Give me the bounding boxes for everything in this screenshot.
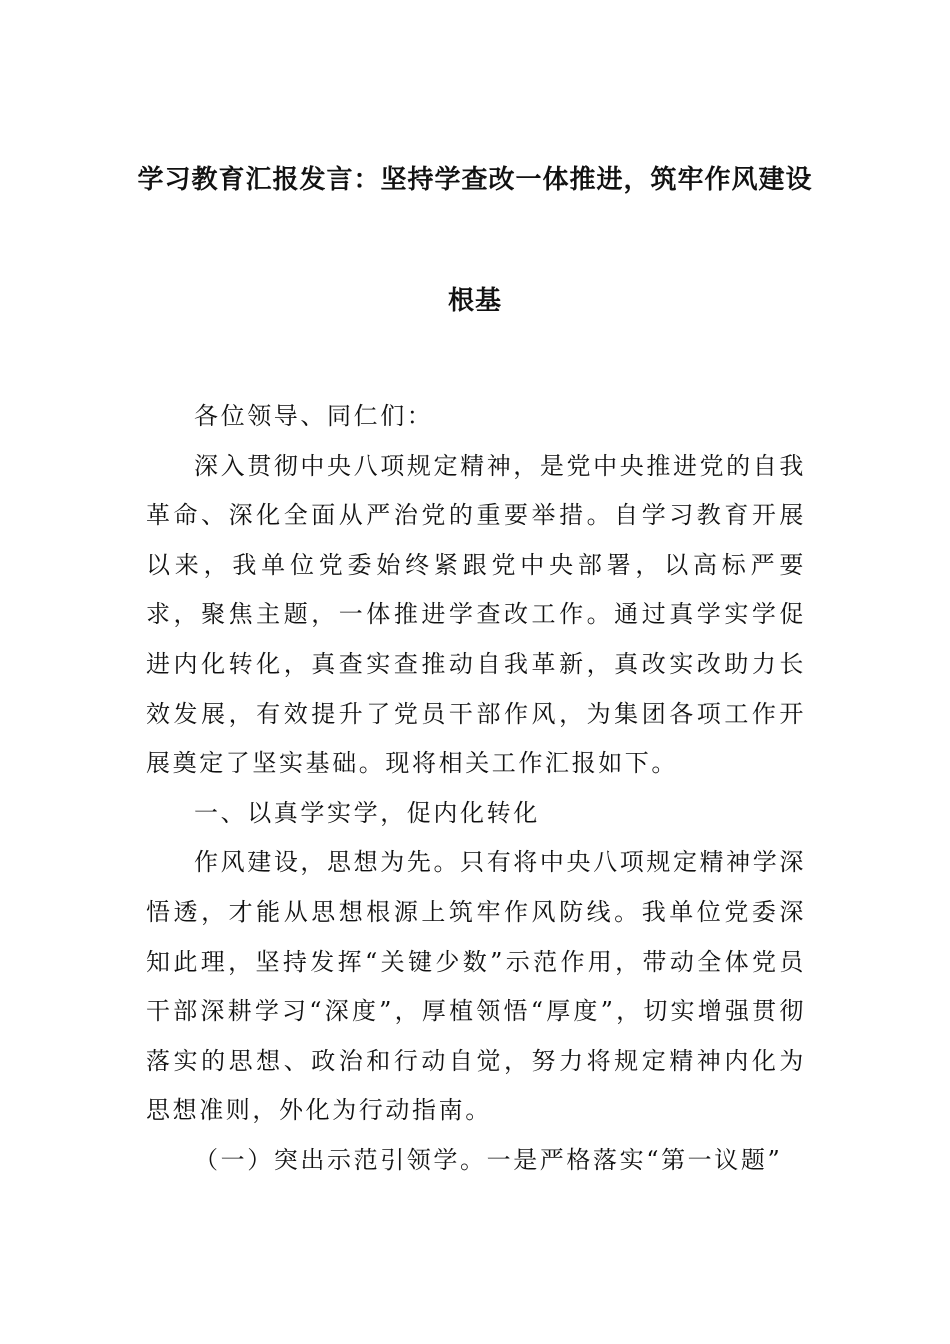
document-title-line-2: 根基	[447, 286, 502, 316]
section-heading-1: 一、以真学实学，促内化转化	[194, 798, 540, 827]
body-paragraph-intro: 深入贯彻中央八项规定精神，是党中央推进党的自我革命、深化全面从严治党的重要举措。自学习教育开展以来，我单位党委始终紧跟党中央部署，以高标严要求，聚焦主题，一体推进学查改工作。通过真学实学促进内化转化，真查实查推动自我革新，真改实改助力长效发展，有效提升了党员干部作风，为集团各项工作开展奠定了坚实基础。现将相关工作汇报如下。	[146, 451, 806, 778]
document-title-line-1: 学习教育汇报发言：坚持学查改一体推进，筑牢作风建设	[137, 165, 813, 195]
salutation: 各位领导、同仁们：	[194, 402, 434, 430]
subsection-heading-1: （一）突出示范引领学。一是严格落实“第一议题”	[194, 1145, 783, 1174]
document-body	[146, 392, 806, 1186]
body-paragraph-section-1: 作风建设，思想为先。只有将中央八项规定精神学深悟透，才能从思想根源上筑牢作风防线。我单位党委深知此理，坚持发挥“关键少数”示范作用，带动全体党员干部深耕学习“深度”，厚植领悟“厚度”，切实增强贯彻落实的思想、政治和行动自觉，努力将规定精神内化为思想准则，外化为行动指南。	[146, 848, 806, 1125]
